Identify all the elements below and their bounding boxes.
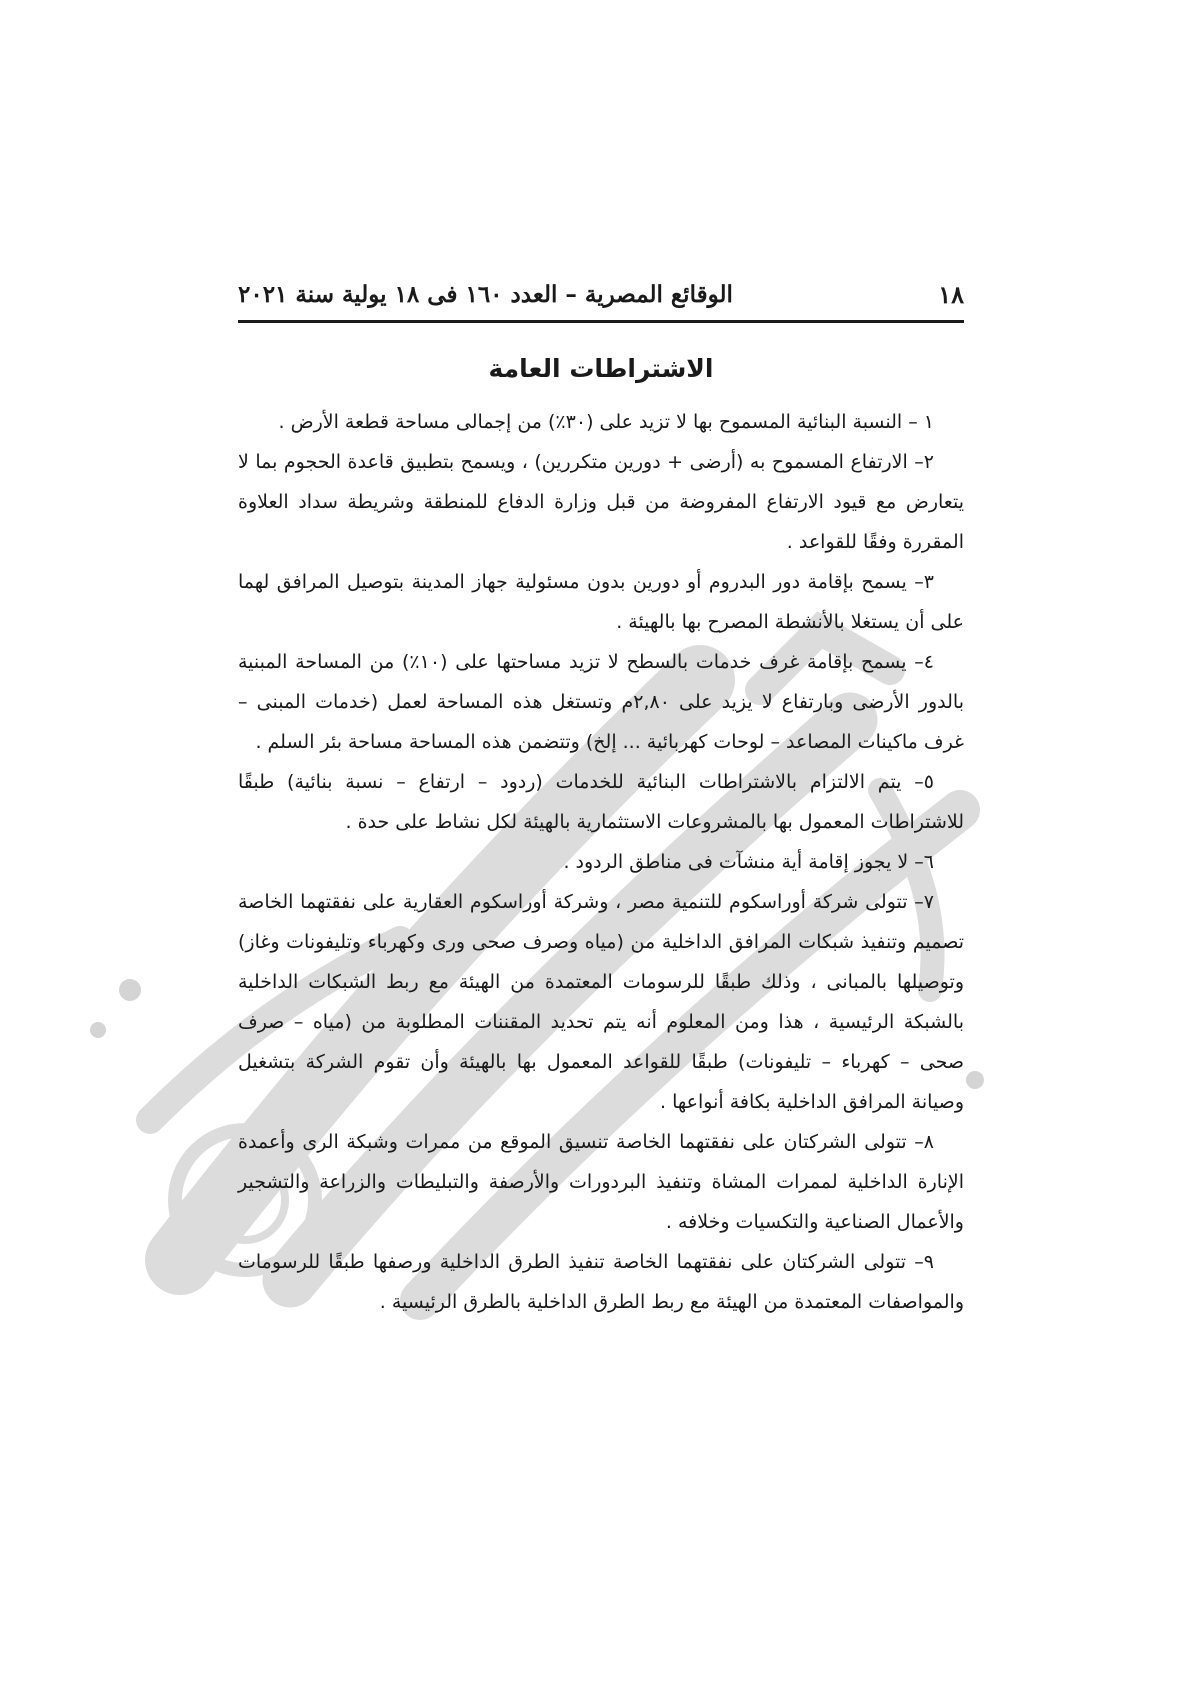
- header-rule: [238, 320, 964, 323]
- condition-item: ٦– لا يجوز إقامة أية منشآت فى مناطق الردود .: [563, 851, 934, 873]
- condition-item: ٩– تتولى الشركتان على نفقتهما الخاصة تنفيذ الطرق الداخلية ورصفها طبقًا للرسومات والمواصفات المعتمدة من الهيئة مع ربط الطرق الداخلية بالطرق الرئيسية .: [238, 1251, 964, 1313]
- condition-item: ٨– تتولى الشركتان على نفقتهما الخاصة تنسيق الموقع من ممرات وشبكة الرى وأعمدة الإنارة الداخلية لممرات المشاة وتنفيذ البردورات والأرصفة والتبليطات والزراعة والتشجير والأعمال الصناعية والتكسيات وخلافه .: [238, 1131, 964, 1233]
- condition-item: ٢– الارتفاع المسموح به (أرضى + دورين متكررين) ، ويسمح بتطبيق قاعدة الحجوم بما لا يتعارض مع قيود الارتفاع المفروضة من قبل وزارة الدفاع للمنطقة وشريطة سداد العلاوة المقررة وفقًا للقواعد .: [238, 451, 964, 553]
- conditions-list: [238, 402, 964, 1322]
- condition-item: ١ – النسبة البنائية المسموح بها لا تزيد على (٣٠٪) من إجمالى مساحة قطعة الأرض .: [278, 411, 934, 433]
- condition-item: ٣– يسمح بإقامة دور البدروم أو دورين بدون مسئولية جهاز المدينة بتوصيل المرافق لهما على أن يستغلا بالأنشطة المصرح بها بالهيئة .: [238, 571, 964, 633]
- condition-item: ٥– يتم الالتزام بالاشتراطات البنائية للخدمات (ردود – ارتفاع – نسبة بنائية) طبقًا للاشتراطات المعمول بها بالمشروعات الاستثمارية بالهيئة لكل نشاط على حدة .: [238, 771, 964, 833]
- condition-item: ٤– يسمح بإقامة غرف خدمات بالسطح لا تزيد مساحتها على (١٠٪) من المساحة المبنية بالدور الأرضى وبارتفاع لا يزيد على ٢,٨٠م وتستغل هذه المساحة لعمل (خدمات المبنى – غرف ماكينات المصاعد – لوحات كهربائية ... إلخ) وتتضمن هذه المساحة مساحة بئر السلم .: [238, 651, 964, 753]
- section-title: الاشتراطات العامة: [488, 354, 714, 383]
- condition-item: ٧– تتولى شركة أوراسكوم للتنمية مصر ، وشركة أوراسكوم العقارية على نفقتهما الخاصة تصميم وتنفيذ شبكات المرافق الداخلية من (مياه وصرف صحى ورى وكهرباء وتليفونات وغاز) وتوصيلها بالمبانى ، وذلك طبقًا للرسومات المعتمدة من الهيئة مع ربط الشبكات الداخلية بالشبكة الرئيسية ، هذا ومن المعلوم أنه يتم تحديد المقننات المطلوبة من (مياه – صرف صحى – كهرباء – تليفونات) طبقًا للقواعد المعمول بها بالهيئة وأن تقوم الشركة بتشغيل وصيانة المرافق الداخلية بكافة أنواعها .: [238, 891, 964, 1113]
- page-number: ١٨: [938, 279, 964, 309]
- page-header: [238, 272, 964, 316]
- gazette-title: الوقائع المصرية – العدد ١٦٠ فى ١٨ يولية سنة ٢٠٢١: [238, 280, 733, 308]
